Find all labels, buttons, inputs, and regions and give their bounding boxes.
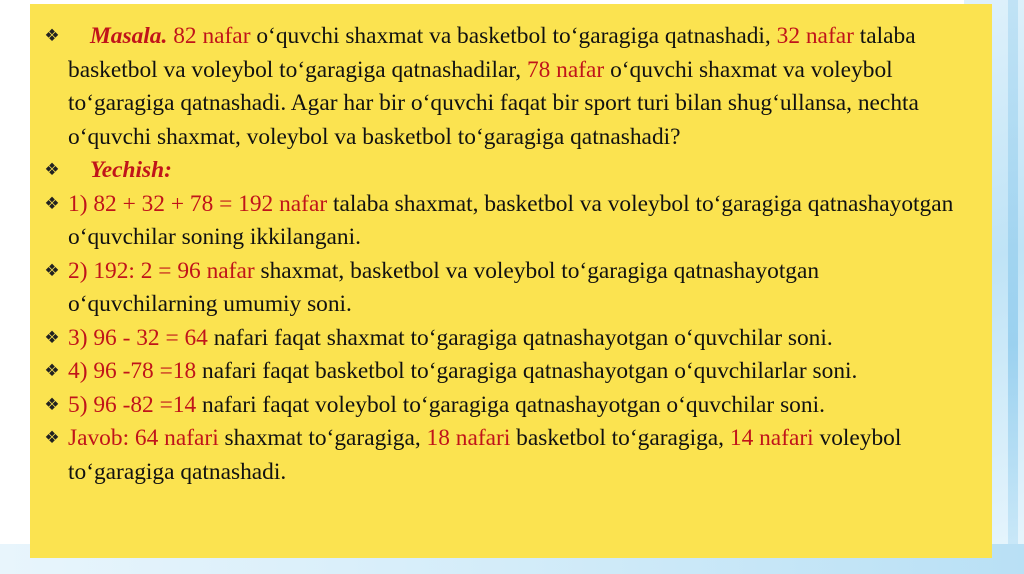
step-5-description: nafari faqat voleybol toʻgaragiga qatnashayotgan oʻquvchilar soni. xyxy=(196,391,825,418)
diamond-bullet-icon: ❖ xyxy=(44,361,60,381)
answer-segment: basketbol toʻgaragiga, xyxy=(510,425,730,451)
diamond-bullet-icon: ❖ xyxy=(44,327,60,348)
diamond-bullet-icon: ❖ xyxy=(44,26,60,46)
diamond-bullet-icon: ❖ xyxy=(44,193,60,214)
step-3-item xyxy=(36,322,972,356)
answer-segment: shaxmat toʻgaragiga, xyxy=(218,425,427,451)
step-2-item xyxy=(36,255,972,322)
problem-text xyxy=(68,20,972,154)
diamond-bullet-icon: ❖ xyxy=(44,160,60,180)
step-3-text xyxy=(68,322,972,356)
step-4-description: nafari faqat basketbol toʻgaragiga qatnashayotgan oʻquvchilarlar soni. xyxy=(196,358,858,384)
step-4-text xyxy=(68,355,972,389)
step-3-description: nafari faqat shaxmat toʻgaragiga qatnashayotgan oʻquvchilar soni. xyxy=(207,324,833,351)
answer-item xyxy=(36,422,972,489)
answer-segment: voleybol toʻgaragiga qatnashadi. xyxy=(68,425,902,485)
answer-value-64: Javob: 64 nafari xyxy=(68,425,219,451)
step-4-item xyxy=(36,355,972,389)
step-5-text xyxy=(68,389,972,423)
answer-value-14: 14 nafari xyxy=(729,425,814,451)
step-2-description: shaxmat, basketbol va voleybol toʻgaragiga qatnashayotgan oʻquvchilarning umumiy soni. xyxy=(68,257,820,317)
answer-value-18: 18 nafari xyxy=(426,425,511,451)
problem-value-82: 82 nafar xyxy=(173,23,251,49)
solution-label-line xyxy=(68,154,972,188)
step-2-formula: 2) 192: 2 = 96 nafar xyxy=(68,257,255,284)
step-1-formula: 1) 82 + 32 + 78 = 192 nafar xyxy=(68,190,328,217)
problem-value-32: 32 nafar xyxy=(776,23,854,49)
step-1-item xyxy=(36,188,972,255)
step-1-text xyxy=(68,188,972,255)
answer-text xyxy=(68,422,972,489)
step-1-description: talaba shaxmat, basketbol va voleybol toʻgaragiga qatnashayotgan oʻquvchilar soning ikkilangani. xyxy=(68,190,954,250)
problem-label: Masala. xyxy=(90,23,168,49)
step-3-formula: 3) 96 - 32 = 64 xyxy=(68,324,208,351)
solution-label-item xyxy=(36,154,972,188)
diamond-bullet-icon: ❖ xyxy=(44,394,60,415)
problem-segment: talaba basketbol va voleybol toʻgaragiga qatnashadilar, xyxy=(68,23,916,83)
step-4-formula: 4) 96 -78 =18 xyxy=(68,358,197,384)
problem-item xyxy=(36,20,972,154)
diamond-bullet-icon: ❖ xyxy=(44,260,60,281)
step-5-item xyxy=(36,389,972,423)
problem-value-78: 78 nafar xyxy=(526,56,605,83)
slide-content-card xyxy=(30,4,992,558)
background-right-stripe xyxy=(1008,0,1018,574)
solution-label: Yechish: xyxy=(90,157,172,183)
diamond-bullet-icon: ❖ xyxy=(44,428,60,448)
step-5-formula: 5) 96 -82 =14 xyxy=(68,391,197,418)
problem-segment: oʻquvchi shaxmat va basketbol toʻgaragiga qatnashadi, xyxy=(250,23,777,49)
problem-segment: oʻquvchi shaxmat va voleybol toʻgaragiga qatnashadi. Agar har bir oʻquvchi faqat bir sport turi bilan shugʻullansa, nechta oʻquvchi shaxmat, voleybol va basketbol toʻgaragiga qatnashadi? xyxy=(68,56,919,150)
step-2-text xyxy=(68,255,972,322)
